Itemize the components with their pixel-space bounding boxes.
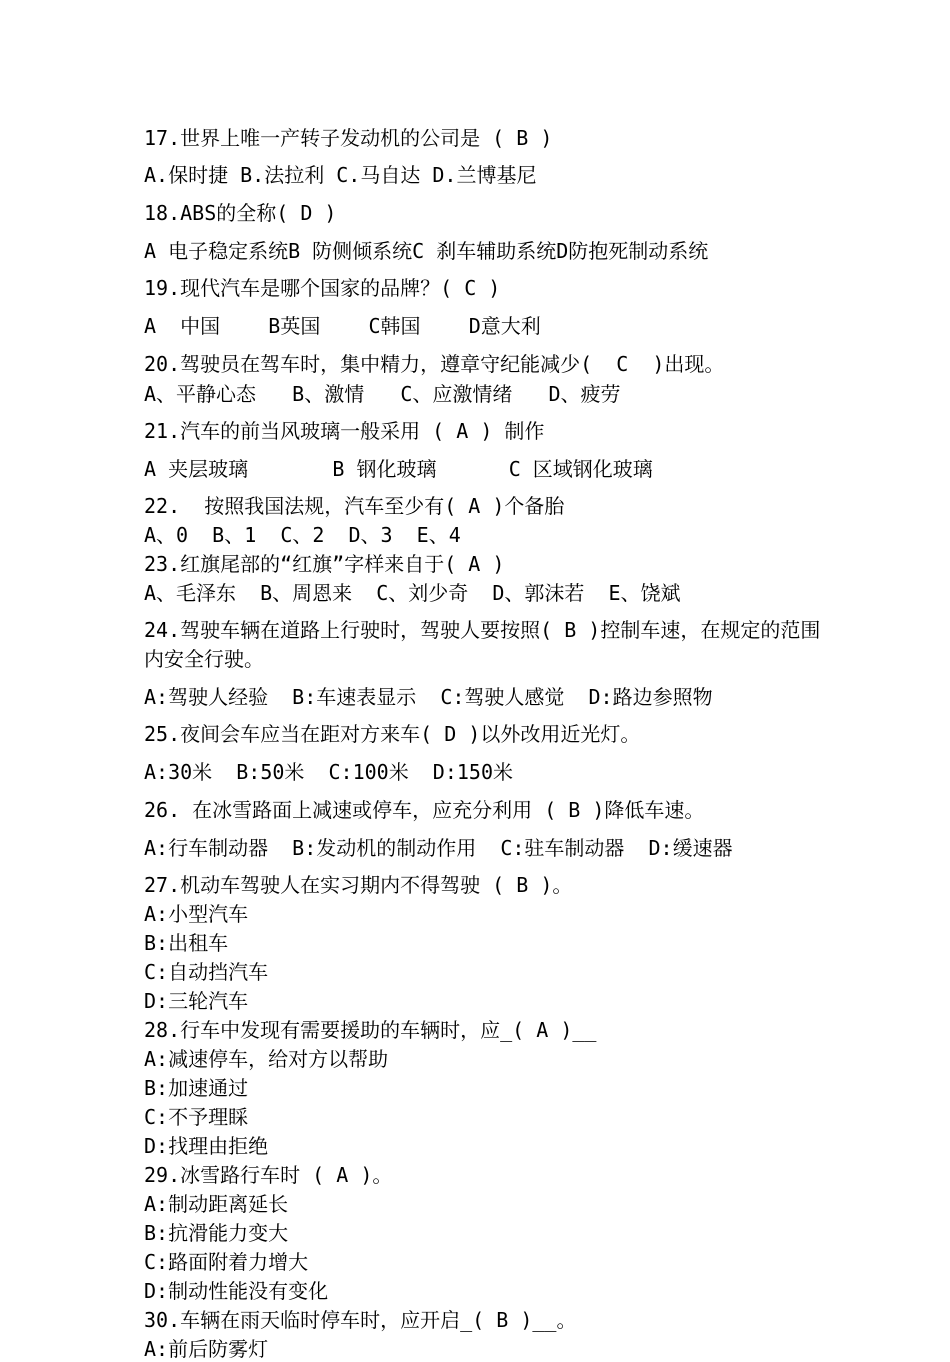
q27-option-d: D:三轮汽车: [144, 989, 249, 1013]
q28-option-a: A:减速停车，给对方以帮助: [144, 1047, 389, 1071]
q27-option-b: B:出租车: [144, 931, 229, 955]
q28-question: 28.行车中发现有需要援助的车辆时，应_( A )__: [144, 1018, 597, 1042]
q18-options: A 电子稳定系统B 防侧倾系统C 刹车辅助系统D防抱死制动系统: [144, 239, 709, 263]
q17-question: 17.世界上唯一产转子发动机的公司是 ( B ): [144, 126, 553, 150]
q29-option-d: D:制动性能没有变化: [144, 1279, 329, 1303]
q17-options: A.保时捷 B.法拉利 C.马自达 D.兰博基尼: [144, 163, 537, 187]
q28-option-c: C:不予理睬: [144, 1105, 249, 1129]
q30-question: 30.车辆在雨天临时停车时，应开启_( B )__。: [144, 1308, 577, 1332]
q25-options: A:30米 B:50米 C:100米 D:150米: [144, 760, 513, 784]
q23-question: 23.红旗尾部的“红旗”字样来自于( A ): [144, 552, 505, 576]
q29-question: 29.冰雪路行车时 ( A )。: [144, 1163, 393, 1187]
q23-options: A、毛泽东 B、周恩来 C、刘少奇 D、郭沫若 E、饶斌: [144, 581, 681, 605]
q24-question: 24.驾驶车辆在道路上行驶时，驾驶人要按照( B )控制车速，在规定的范围内安全行驶。: [144, 618, 821, 671]
q30-option-a: A:前后防雾灯: [144, 1337, 269, 1361]
q20-question: 20.驾驶员在驾车时，集中精力，遵章守纪能减少( C )出现。: [144, 352, 725, 376]
q24-options: A:驾驶人经验 B:车速表显示 C:驾驶人感觉 D:路边参照物: [144, 685, 713, 709]
q26-question: 26. 在冰雪路面上减速或停车，应充分利用 ( B )降低车速。: [144, 798, 705, 822]
q21-question: 21.汽车的前当风玻璃一般采用 ( A ) 制作: [144, 419, 545, 443]
q21-options: A 夹层玻璃 B 钢化玻璃 C 区域钢化玻璃: [144, 457, 653, 481]
q28-option-d: D:找理由拒绝: [144, 1134, 269, 1158]
q26-options: A:行车制动器 B:发动机的制动作用 C:驻车制动器 D:缓速器: [144, 836, 733, 860]
q22-question: 22. 按照我国法规，汽车至少有( A )个备胎: [144, 494, 565, 518]
q27-option-a: A:小型汽车: [144, 902, 249, 926]
q25-question: 25.夜间会车应当在距对方来车( D )以外改用近光灯。: [144, 722, 641, 746]
q27-question: 27.机动车驾驶人在实习期内不得驾驶 ( B )。: [144, 873, 573, 897]
q29-option-b: B:抗滑能力变大: [144, 1221, 289, 1245]
q19-options: A 中国 B英国 C韩国 D意大利: [144, 314, 541, 338]
q22-options: A、0 B、1 C、2 D、3 E、4: [144, 523, 461, 547]
q28-option-b: B:加速通过: [144, 1076, 249, 1100]
question-list: [144, 118, 844, 1362]
q29-option-c: C:路面附着力增大: [144, 1250, 309, 1274]
q19-question: 19.现代汽车是哪个国家的品牌？( C ): [144, 276, 501, 300]
q18-question: 18.ABS的全称( D ): [144, 201, 337, 225]
q29-option-a: A:制动距离延长: [144, 1192, 289, 1216]
q27-option-c: C:自动挡汽车: [144, 960, 269, 984]
q20-options: A、平静心态 B、激情 C、应激情绪 D、疲劳: [144, 382, 621, 406]
